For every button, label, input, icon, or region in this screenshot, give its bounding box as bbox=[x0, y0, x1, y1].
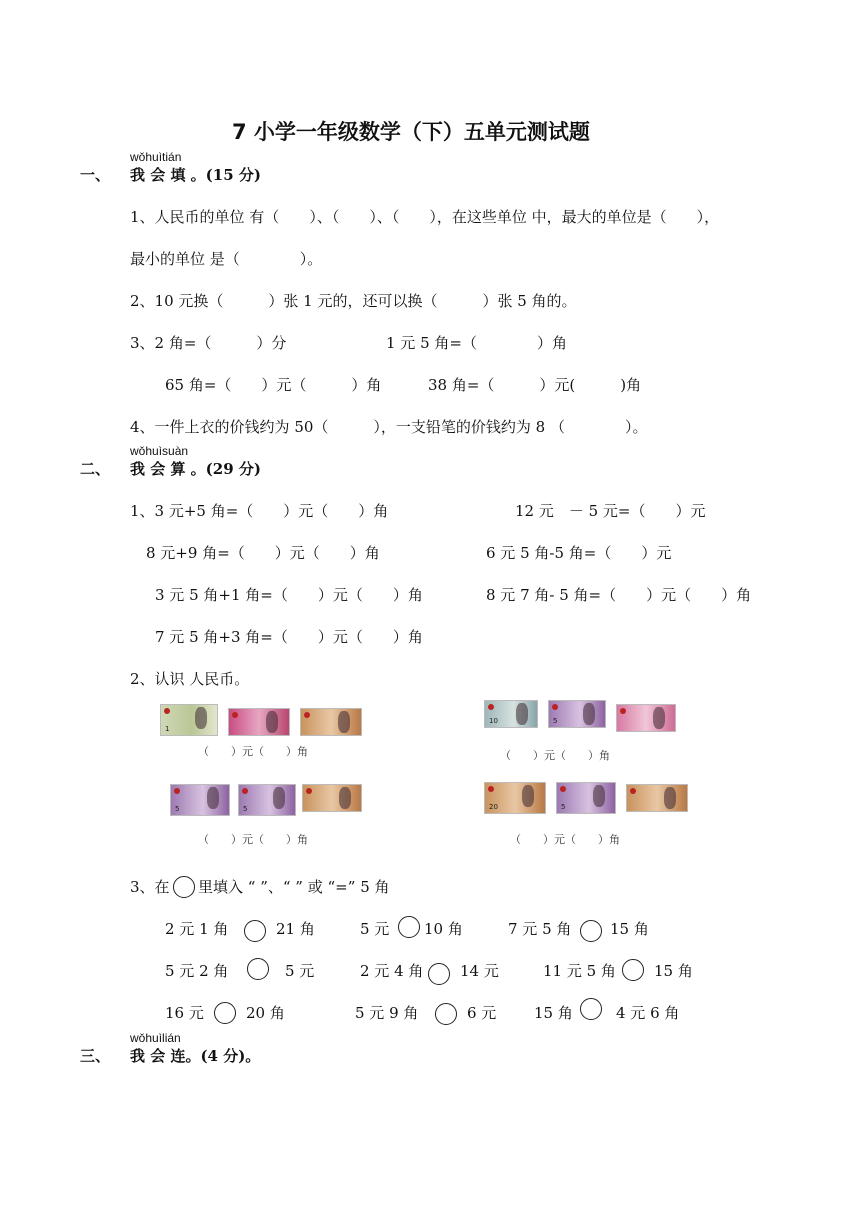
fill-q3-d: 38 角=（ ）元( )角 bbox=[428, 376, 642, 394]
compare-4-left: 5 元 2 角 bbox=[165, 962, 229, 980]
calc-row1-left: 1、3 元+5 角=（ ）元（ ）角 bbox=[130, 502, 389, 520]
note-answer-2: （ ）元（ ）角 bbox=[500, 749, 610, 762]
banknote-1jiao-3 bbox=[626, 784, 688, 812]
section-3-heading: 我 会 连。(4 分)。 bbox=[130, 1047, 261, 1065]
compare-3-left: 7 元 5 角 bbox=[508, 920, 572, 938]
compare-2-left: 5 元 bbox=[360, 920, 390, 938]
compare-6-circle[interactable] bbox=[622, 959, 644, 981]
calc-row1-right: 12 元 － 5 元=（ ）元 bbox=[515, 502, 706, 520]
compare-1-left: 2 元 1 角 bbox=[165, 920, 229, 938]
banknote-5yuan-c: 5 bbox=[556, 782, 616, 814]
banknote-10yuan: 10 bbox=[484, 700, 538, 728]
banknote-1yuan: 1 bbox=[160, 704, 218, 736]
compare-3-circle[interactable] bbox=[580, 920, 602, 942]
compare-1-circle[interactable] bbox=[244, 920, 266, 942]
compare-9-circle[interactable] bbox=[580, 998, 602, 1020]
fill-q3-c: 65 角=（ ）元（ ）角 bbox=[165, 376, 382, 394]
page-title: 7 小学一年级数学（下）五单元测试题 bbox=[232, 120, 590, 144]
compare-9-right: 4 元 6 角 bbox=[616, 1004, 680, 1022]
banknote-5jiao-2 bbox=[616, 704, 676, 732]
compare-title-pre: 3、在 bbox=[130, 878, 170, 896]
compare-2-right: 10 角 bbox=[424, 920, 463, 938]
calc-q2-title: 2、认识 人民币。 bbox=[130, 670, 250, 688]
calc-row3-left: 3 元 5 角+1 角=（ ）元（ ）角 bbox=[155, 586, 423, 604]
section-1-heading: 我 会 填 。(15 分) bbox=[130, 166, 261, 184]
fill-q3-a: 3、2 角=（ ）分 bbox=[130, 334, 287, 352]
fill-q4: 4、一件上衣的价钱约为 50（ ），一支铅笔的价钱约为 8 （ ）。 bbox=[130, 418, 648, 436]
compare-6-right: 15 角 bbox=[654, 962, 693, 980]
compare-8-left: 5 元 9 角 bbox=[355, 1004, 419, 1022]
compare-8-right: 6 元 bbox=[467, 1004, 497, 1022]
note-answer-1: （ ）元（ ）角 bbox=[198, 745, 308, 758]
compare-7-right: 20 角 bbox=[246, 1004, 285, 1022]
compare-9-left: 15 角 bbox=[534, 1004, 573, 1022]
fill-q1-line1: 1、人民币的单位 有（ ）、（ ）、（ ），在这些单位 中，最大的单位是（ ）， bbox=[130, 208, 720, 226]
calc-row4-left: 7 元 5 角+3 角=（ ）元（ ）角 bbox=[155, 628, 423, 646]
fill-q1-line2: 最小的单位 是（ ）。 bbox=[130, 250, 323, 268]
compare-7-left: 16 元 bbox=[165, 1004, 204, 1022]
compare-6-left: 11 元 5 角 bbox=[543, 962, 616, 980]
section-2-heading: 我 会 算 。(29 分) bbox=[130, 460, 261, 478]
banknote-20yuan: 20 bbox=[484, 782, 546, 814]
compare-title-post: 里填入 “ ”、“ ” 或 “=” 5 角 bbox=[198, 878, 390, 896]
fill-q2: 2、10 元换（ ）张 1 元的，还可以换（ ）张 5 角的。 bbox=[130, 292, 577, 310]
banknote-5yuan-a: 5 bbox=[170, 784, 230, 816]
compare-4-right: 5 元 bbox=[285, 962, 315, 980]
banknote-1jiao bbox=[300, 708, 362, 736]
circle-icon bbox=[173, 876, 195, 898]
compare-5-left: 2 元 4 角 bbox=[360, 962, 424, 980]
compare-8-circle[interactable] bbox=[435, 1003, 457, 1025]
compare-5-circle[interactable] bbox=[428, 963, 450, 985]
calc-row2-right: 6 元 5 角-5 角=（ ）元 bbox=[486, 544, 672, 562]
compare-7-circle[interactable] bbox=[214, 1002, 236, 1024]
note-answer-3: （ ）元（ ）角 bbox=[198, 833, 308, 846]
banknote-5jiao bbox=[228, 708, 290, 736]
compare-3-right: 15 角 bbox=[610, 920, 649, 938]
note-answer-4: （ ）元（ ）角 bbox=[510, 833, 620, 846]
fill-q3-b: 1 元 5 角=（ ）角 bbox=[386, 334, 567, 352]
banknote-5yuan-b: 5 bbox=[238, 784, 296, 816]
compare-2-circle[interactable] bbox=[398, 916, 420, 938]
section-3-pinyin: wǒhuìlián bbox=[130, 1031, 181, 1045]
section-3-number: 三、 bbox=[80, 1047, 111, 1065]
compare-5-right: 14 元 bbox=[460, 962, 499, 980]
section-1-number: 一、 bbox=[80, 166, 111, 184]
banknote-5yuan: 5 bbox=[548, 700, 606, 728]
calc-row3-right: 8 元 7 角- 5 角=（ ）元（ ）角 bbox=[486, 586, 752, 604]
section-2-number: 二、 bbox=[80, 460, 111, 478]
compare-1-right: 21 角 bbox=[276, 920, 315, 938]
banknote-1jiao-2 bbox=[302, 784, 362, 812]
compare-4-circle[interactable] bbox=[247, 958, 269, 980]
calc-row2-left: 8 元+9 角=（ ）元（ ）角 bbox=[146, 544, 380, 562]
section-2-pinyin: wǒhuìsuàn bbox=[130, 444, 189, 458]
section-1-pinyin: wǒhuìtián bbox=[130, 150, 182, 164]
